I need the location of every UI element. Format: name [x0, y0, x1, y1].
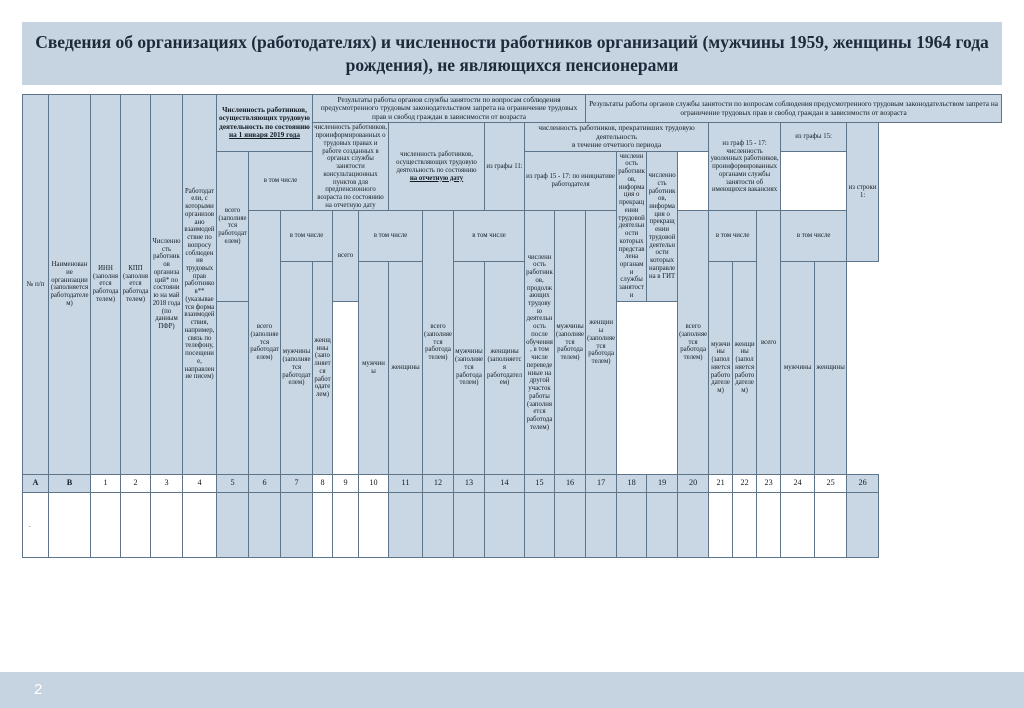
- col-num-19: 19: [647, 474, 678, 492]
- cell-dismissed-informed-women[interactable]: [757, 492, 781, 557]
- header-initiative-men: мужчины (заполняется работодателем): [709, 261, 733, 474]
- working-report-title: численность работников, осуществляющих трудовую деятельность по состоянию: [396, 151, 477, 174]
- header-consult-women: женщины: [389, 261, 423, 474]
- cell-employer-name[interactable]: [49, 492, 91, 557]
- header-terminated-in-that-number: в том числе: [249, 151, 313, 211]
- header-informed-about-vacancies: численность работников, информация о прекращении трудовой деятельности которых представлена органами службы занятости: [617, 151, 647, 301]
- col-letter-a: А: [23, 474, 49, 492]
- header-continued-after-training: численность работников, продолжающих трудовую деятельность после обучения, в том числе переведенные на другой участок работы (заполняется работодателем): [525, 211, 555, 474]
- header-dismissed-informed-women: женщины: [815, 261, 847, 474]
- header-work-report-men: мужчины (заполняется работодателем): [454, 261, 485, 474]
- footer-band: [0, 672, 1024, 708]
- col-num-4: 4: [183, 474, 217, 492]
- page-title: Сведения об организациях (работодателях) и численности работников организаций (мужчины 1959, женщины 1964 года рождения), не являющихся пенсионерами: [35, 32, 989, 75]
- col-num-24: 24: [781, 474, 815, 492]
- cell-consult-total[interactable]: [313, 492, 333, 557]
- cell-initiative-total[interactable]: [617, 492, 647, 557]
- terminated-title: численность работников, прекративших трудовую деятельность: [538, 123, 695, 141]
- col-num-17: 17: [586, 474, 617, 492]
- cell-initiative-men[interactable]: [647, 492, 678, 557]
- header-workers-working-group: [217, 95, 313, 152]
- header-from-cols-15-17: из граф 15 - 17: численность уволенных работников, проинформированных органами службы занятости об имеющихся вакансиях: [709, 123, 781, 211]
- header-terminated-men: мужчины (заполняется работодателем): [555, 211, 586, 474]
- col-num-25: 25: [815, 474, 847, 492]
- header-workers-men-2019: мужчины (заполняется работодателем): [281, 261, 313, 474]
- col-num-12: 12: [423, 474, 454, 492]
- data-table: [22, 94, 1002, 558]
- header-workers-may2018: Численность работников организаций* по состоянию на май 2018 года (по данным ПФР): [151, 95, 183, 475]
- header-consult-total: всего: [333, 211, 359, 301]
- col-num-8: 8: [313, 474, 333, 492]
- slide-title-band: [22, 22, 1002, 85]
- header-workers-women-2019: женщины (заполняется работодателем): [313, 261, 333, 474]
- page-number: 2: [34, 681, 43, 698]
- header-inn: ИНН (заполняется работодателем): [91, 95, 121, 475]
- header-rights-violated: численность работников, информация о прекращении трудовой деятельности которых направлена в ГИТ: [647, 151, 678, 301]
- header-consult-points: численность работников, проинформированных о трудовых правах и работе созданных в органах службы занятости консультационных пунктов для предпенсионного возраста по состоянию на отчетную дату: [313, 123, 389, 211]
- cell-workers-may2018[interactable]: [151, 492, 183, 557]
- col-num-7: 7: [281, 474, 313, 492]
- column-letters-row: [23, 474, 1002, 492]
- cell-rights-violated[interactable]: [815, 492, 847, 557]
- col-num-2: 2: [121, 474, 151, 492]
- cell-workers-women-2019[interactable]: [281, 492, 313, 557]
- cell-dismissed-informed-total[interactable]: [709, 492, 733, 557]
- col-num-21: 21: [709, 474, 733, 492]
- header-initiative-women: женщины (заполняется работодателем): [733, 261, 757, 474]
- header-employers-interacted: Работодатели, с которыми организовано взаимодействие по вопросу соблюдения трудовых прав работников** (указывается форма взаимодействия, например, связь по телефону, посещение, направление писем): [183, 95, 217, 475]
- col-num-14: 14: [485, 474, 525, 492]
- col-num-9: 9: [333, 474, 359, 492]
- header-group-employment-service-1: Результаты работы органов службы занятости по вопросам соблюдения предусмотренного трудовым законодательством запрета на ограничение трудовых прав и свобод граждан в зависимости от возраста: [313, 95, 586, 123]
- cell-continued-after-training[interactable]: [485, 492, 525, 557]
- data-table-wrapper: [22, 94, 1002, 558]
- header-consult-in-that-number: в том числе: [359, 211, 423, 261]
- col-num-1: 1: [91, 474, 121, 492]
- cell-dismissed-informed-men[interactable]: [733, 492, 757, 557]
- table-row[interactable]: [23, 492, 1002, 557]
- cell-work-report-total[interactable]: [389, 492, 423, 557]
- col-num-26: 26: [847, 474, 879, 492]
- header-employer-name: Наименование организации (заполняется работодателем): [49, 95, 91, 475]
- header-work-report-in-that-number: в том числе: [454, 211, 525, 261]
- col-letter-b: В: [49, 474, 91, 492]
- cell-row-no[interactable]: .: [23, 492, 49, 557]
- cell-terminated-total[interactable]: [525, 492, 555, 557]
- cell-terminated-women[interactable]: [586, 492, 617, 557]
- cell-rights-restored[interactable]: [847, 492, 879, 557]
- terminated-period: в течение отчетного периода: [572, 140, 662, 150]
- cell-employers-interacted[interactable]: [183, 492, 217, 557]
- col-num-16: 16: [555, 474, 586, 492]
- header-initiative-total: всего (заполняется работодателем): [678, 211, 709, 474]
- header-workers-total-2019: всего (заполняется работодателем): [249, 211, 281, 474]
- header-kpp: КПП (заполняется работодателем): [121, 95, 151, 475]
- col-num-20: 20: [678, 474, 709, 492]
- header-group-employment-service-2: Результаты работы органов службы занятости по вопросам соблюдения предусмотренного трудовым законодательством запрета на ограничение трудовых прав и свобод граждан в зависимости от возраста: [586, 95, 1002, 123]
- header-from-col11: из графы 11:: [485, 123, 525, 211]
- col-num-10: 10: [359, 474, 389, 492]
- col-num-3: 3: [151, 474, 183, 492]
- cell-consult-women[interactable]: [359, 492, 389, 557]
- header-dismissed-informed-men: мужчины: [781, 261, 815, 474]
- header-work-report-total: всего (заполняется работодателем): [423, 211, 454, 474]
- col-num-5: 5: [217, 474, 249, 492]
- cell-workers-total-2019[interactable]: [217, 492, 249, 557]
- col-num-11: 11: [389, 474, 423, 492]
- col-num-23: 23: [757, 474, 781, 492]
- header-from-col15: из графы 15:: [781, 123, 847, 151]
- header-initiative-in-that-number: в том числе: [709, 211, 757, 261]
- col-num-6: 6: [249, 474, 281, 492]
- col-num-15: 15: [525, 474, 555, 492]
- header-dismissed-in-that-number: в том числе: [781, 211, 847, 261]
- header-working-report-group: [389, 123, 485, 211]
- cell-initiative-women[interactable]: [678, 492, 709, 557]
- col-num-18: 18: [617, 474, 647, 492]
- col-num-13: 13: [454, 474, 485, 492]
- header-terminated-total: всего (заполняется работодателем): [217, 151, 249, 301]
- cell-inn[interactable]: [91, 492, 121, 557]
- workers-working-date: на 1 января 2019 года: [228, 130, 301, 140]
- working-report-date: на отчетную дату: [409, 174, 464, 182]
- header-consult-men: мужчины: [359, 261, 389, 474]
- header-initiative-of-employer: из граф 15 - 17: по инициативе работодателя: [525, 151, 617, 211]
- header-terminated-group: [525, 123, 709, 151]
- cell-work-report-men[interactable]: [423, 492, 454, 557]
- header-work-report-women: женщины (заполняется работодателем): [485, 261, 525, 474]
- header-spacer-cell: [217, 301, 249, 474]
- cell-workers-men-2019[interactable]: [249, 492, 281, 557]
- cell-terminated-men[interactable]: [555, 492, 586, 557]
- cell-work-report-women[interactable]: [454, 492, 485, 557]
- cell-informed-about-vacancies[interactable]: [781, 492, 815, 557]
- workers-working-title: Численность работников, осуществляющих трудовую деятельность по состоянию: [219, 104, 310, 131]
- cell-kpp[interactable]: [121, 492, 151, 557]
- header-workers-in-that-number-2019: в том числе: [281, 211, 333, 261]
- header-dismissed-informed-total: всего: [757, 211, 781, 474]
- cell-consult-men[interactable]: [333, 492, 359, 557]
- col-num-22: 22: [733, 474, 757, 492]
- header-row-no: № п/п: [23, 95, 49, 475]
- header-from-row1: из строки 1:: [847, 123, 879, 262]
- header-terminated-women: женщины (заполняется работодателем): [586, 211, 617, 474]
